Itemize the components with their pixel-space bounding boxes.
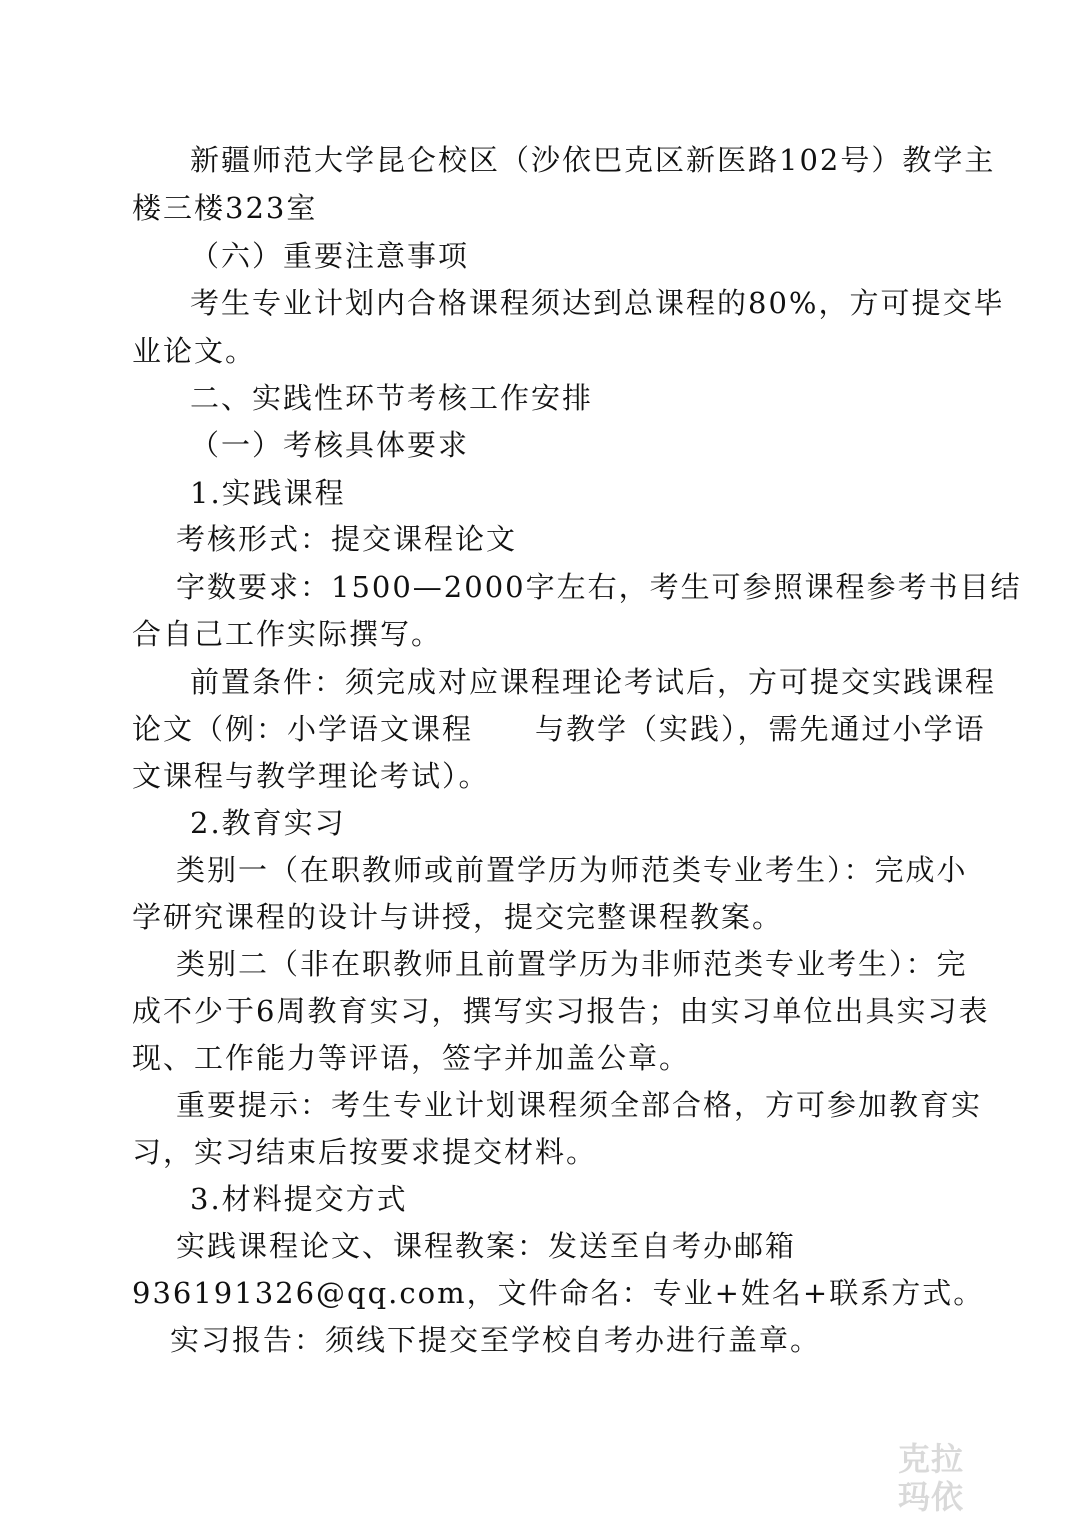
section-heading-practice-assessment: 二、实践性环节考核工作安排: [190, 381, 594, 415]
paragraph-prerequisite-line3: 文课程与教学理论考试）。: [132, 759, 490, 793]
watermark-text-line2: 玛依: [898, 1478, 965, 1516]
paragraph-word-count-line2: 合自己工作实际撰写。: [132, 617, 443, 651]
section-heading-important-notes: （六）重要注意事项: [190, 239, 470, 273]
paragraph-prerequisite-line1: 前置条件：须完成对应课程理论考试后，方可提交实践课程: [190, 665, 997, 699]
item-heading-submission-method: 3.材料提交方式: [190, 1182, 408, 1216]
paragraph-category-two-line1: 类别二（非在职教师且前置学历为非师范类专业考生）：完: [176, 947, 968, 981]
paragraph-word-count-line1: 字数要求：1500—2000字左右，考生可参照课程参考书目结: [176, 570, 1022, 604]
paragraph-prerequisite-line2: 论文（例：小学语文课程 与教学（实践），需先通过小学语: [132, 712, 986, 746]
paragraph-assessment-form: 考核形式：提交课程论文: [176, 522, 518, 556]
paragraph-address-line1: 新疆师范大学昆仑校区（沙依巴克区新医路102号）教学主: [190, 143, 996, 177]
paragraph-important-tip-line1: 重要提示：考生专业计划课程须全部合格，方可参加教育实: [176, 1088, 983, 1122]
paragraph-submission-email-line2: 936191326@qq.com，文件命名：专业+姓名+联系方式。: [132, 1276, 985, 1310]
paragraph-category-one-line2: 学研究课程的设计与讲授，提交完整课程教案。: [132, 900, 784, 934]
paragraph-important-tip-line2: 习，实习结束后按要求提交材料。: [132, 1135, 598, 1169]
watermark-logo: [898, 1440, 976, 1520]
paragraph-internship-report: 实习报告：须线下提交至学校自考办进行盖章。: [170, 1323, 822, 1357]
paragraph-category-two-line3: 现、工作能力等评语，签字并加盖公章。: [132, 1041, 691, 1075]
paragraph-category-two-line2: 成不少于6周教育实习，撰写实习报告；由实习单位出具实习表: [132, 994, 990, 1028]
subsection-heading-requirements: （一）考核具体要求: [190, 428, 470, 462]
paragraph-notes-line1: 考生专业计划内合格课程须达到总课程的80%，方可提交毕: [190, 286, 1005, 320]
paragraph-category-one-line1: 类别一（在职教师或前置学历为师范类专业考生）：完成小: [176, 853, 968, 887]
paragraph-notes-line2: 业论文。: [132, 334, 257, 368]
watermark-text-line1: 克拉: [898, 1440, 965, 1478]
item-heading-practice-course: 1.实践课程: [190, 476, 346, 510]
paragraph-submission-email-line1: 实践课程论文、课程教案：发送至自考办邮箱: [176, 1229, 797, 1263]
item-heading-teaching-internship: 2.教育实习: [190, 806, 346, 840]
paragraph-address-line2: 楼三楼323室: [132, 191, 318, 225]
